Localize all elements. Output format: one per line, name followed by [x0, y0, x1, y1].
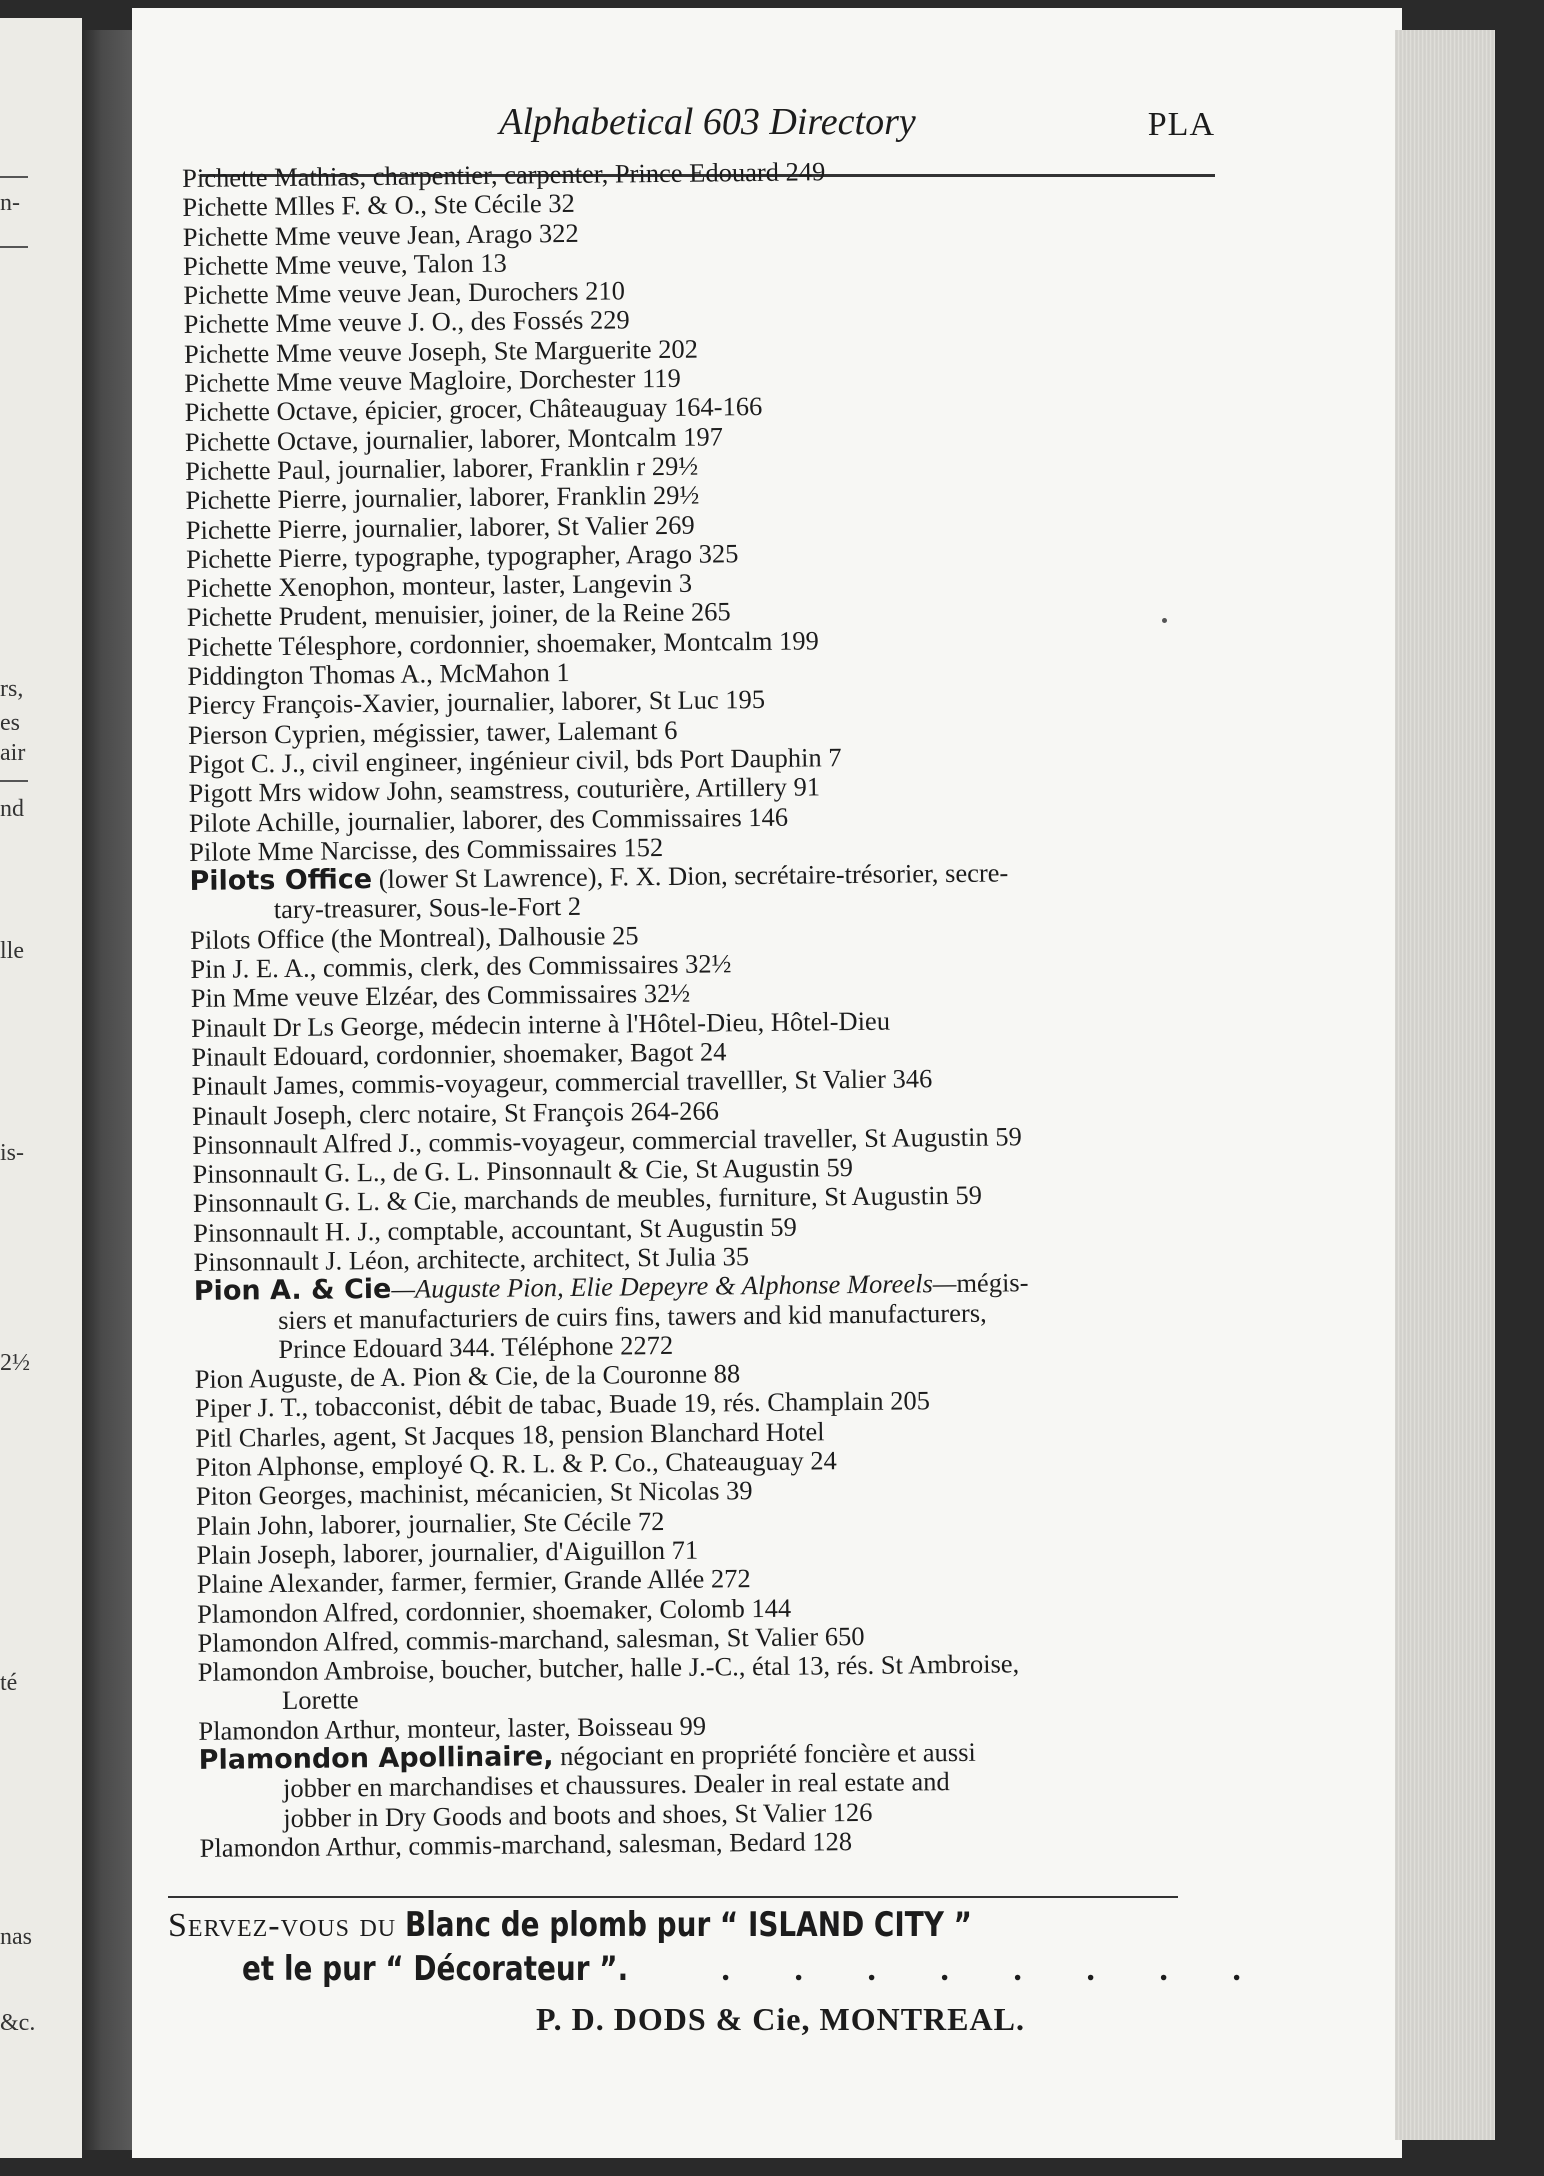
directory-entries: [182, 153, 1240, 1863]
entry-text: Pinsonnault J. Léon, architecte, architect, St Julia 35: [193, 1241, 750, 1277]
entry-text: Piddington Thomas A., McMahon 1: [187, 657, 570, 692]
ad-intro: Servez-vous du: [168, 1907, 397, 1944]
entry-text: Piton Georges, machinist, mécanicien, St Nicolas 39: [195, 1475, 753, 1512]
entry-text: Pichette Pierre, journalier, laborer, St Valier 269: [185, 509, 695, 545]
entry-text: Piton Alphonse, employé Q. R. L. & P. Co., Chateauguay 24: [195, 1445, 837, 1482]
ad-product: Blanc de plomb pur “ ISLAND CITY ”: [404, 1905, 972, 1945]
entry-text: Pichette Mme veuve J. O., des Fossés 229: [183, 304, 630, 340]
ad-line-1: [168, 1905, 1178, 1945]
entry-text: Plamondon Alfred, commis-marchand, salesman, St Valier 650: [197, 1620, 865, 1658]
entry-text: Plain John, laborer, journalier, Ste Cécile 72: [196, 1505, 665, 1541]
margin-fragment: nas: [0, 1924, 32, 1950]
entry-continuation: siers et manufacturiers de cuirs fins, tawers and kid manufacturers,: [277, 1297, 987, 1335]
margin-rule: [0, 176, 28, 178]
margin-fragment: rs,: [0, 676, 24, 702]
entry-text: Pin J. E. A., commis, clerk, des Commissaires 32½: [190, 948, 732, 984]
entry-text: Pilots Office (the Montreal), Dalhousie 25: [189, 919, 639, 955]
left-page-edge: [0, 18, 82, 2158]
margin-fragment: &c.: [0, 2010, 36, 2036]
entry-text: Plamondon Ambroise, boucher, butcher, halle J.-C., étal 13, rés. St Ambroise,: [197, 1648, 1020, 1688]
entry-text: Pichette Paul, journalier, laborer, Franklin r 29½: [185, 450, 699, 486]
ad-line-2: [242, 1949, 1269, 1989]
entry-text: Pichette Octave, journalier, laborer, Montcalm 197: [184, 421, 724, 457]
margin-fragment: is-: [0, 1140, 24, 1166]
entry-text: Piper J. T., tobacconist, débit de tabac, Buade 19, rés. Champlain 205: [194, 1385, 931, 1424]
margin-fragment: n-: [0, 190, 20, 216]
entry-text: négociant en propriété foncière et aussi: [553, 1736, 976, 1772]
entry-text: (lower St Lawrence), F. X. Dion, secrétaire-trésorier, secre-: [371, 857, 1009, 895]
advertisement-rule: [168, 1896, 1178, 1898]
entry-continuation: jobber in Dry Goods and boots and shoes, St Valier 126: [283, 1796, 873, 1833]
entry-text: Plamondon Arthur, monteur, laster, Boisseau 99: [198, 1710, 707, 1746]
entry-text: mégis-: [956, 1267, 1029, 1299]
entry-text: Pin Mme veuve Elzéar, des Commissaires 32½: [190, 978, 691, 1014]
ad-dots: . . . . . . . .: [721, 1951, 1269, 1988]
entry-continuation: Lorette: [281, 1684, 359, 1716]
entry-text: Pichette Mme veuve Jean, Arago 322: [182, 217, 579, 252]
entry-continuation: Prince Edouard 344. Téléphone 2272: [278, 1329, 674, 1364]
page-title: Alphabetical 603 Directory: [499, 101, 916, 143]
margin-rule: [0, 246, 28, 248]
margin-fragment: air: [0, 740, 26, 766]
entry-bold-name: Plamondon Apollinaire,: [198, 1741, 554, 1776]
print-speck: [1162, 618, 1167, 623]
entry-text: Pichette Pierre, typographe, typographer, Arago 325: [185, 538, 739, 574]
entry-text: Piercy François-Xavier, journalier, laborer, St Luc 195: [187, 684, 766, 721]
entry-text: Plamondon Arthur, commis-marchand, salesman, Bedard 128: [199, 1825, 853, 1863]
margin-fragment: es: [0, 710, 20, 736]
section-code: PLA: [1147, 106, 1215, 143]
margin-rule: [0, 780, 28, 782]
entry-text: Plain Joseph, laborer, journalier, d'Aiguillon 71: [196, 1534, 699, 1570]
entry-text: Pichette Mathias, charpentier, carpenter, Prince Edouard 249: [181, 156, 826, 193]
entry-text: Pichette Xenophon, monteur, laster, Langevin 3: [186, 567, 693, 604]
entry-continuation: jobber en marchandises et chaussures. Dealer in real estate and: [282, 1766, 950, 1804]
entry-text: Pilote Achille, journalier, laborer, des Commissaires 146: [188, 801, 789, 838]
entry-text: Pitl Charles, agent, St Jacques 18, pension Blanchard Hotel: [195, 1416, 825, 1453]
page-edges: [1395, 30, 1495, 2140]
entry-text: Pichette Télesphore, cordonnier, shoemaker, Montcalm 199: [186, 625, 819, 662]
advertisement: [168, 1905, 1269, 2038]
ad-product-2: et le pur “ Décorateur ”.: [242, 1949, 629, 1989]
entry-text: Pinault Edouard, cordonnier, shoemaker, Bagot 24: [191, 1036, 727, 1072]
entry-text: Pion Auguste, de A. Pion & Cie, de la Couronne 88: [194, 1358, 741, 1395]
entry-partners: —Auguste Pion, Elie Depeyre & Alphonse Moreels—: [391, 1268, 957, 1305]
margin-fragment: té: [0, 1670, 18, 1696]
entry-text: Plamondon Alfred, cordonnier, shoemaker, Colomb 144: [197, 1592, 792, 1629]
entry-text: Plaine Alexander, farmer, fermier, Grande Allée 272: [196, 1563, 751, 1600]
entry-text: Pichette Prudent, menuisier, joiner, de la Reine 265: [186, 596, 731, 633]
entry-text: Pigott Mrs widow John, seamstress, couturière, Artillery 91: [188, 771, 821, 809]
entry-text: Pinault James, commis-voyageur, commercial travelller, St Valier 346: [191, 1063, 933, 1102]
entry-text: Pichette Mme veuve, Talon 13: [182, 247, 507, 281]
entry-text: Pinsonnault G. L. & Cie, marchands de meubles, furniture, St Augustin 59: [192, 1180, 983, 1219]
entry-text: Pichette Mme veuve Joseph, Ste Marguerite 202: [183, 333, 699, 369]
entry-text: Pinsonnault Alfred J., commis-voyageur, commercial traveller, St Augustin 59: [192, 1121, 1022, 1160]
margin-fragment: 2½: [0, 1350, 30, 1376]
entry-bold-name: Pilots Office: [189, 864, 373, 898]
entry-text: Pichette Octave, épicier, grocer, Châteauguay 164-166: [184, 391, 763, 428]
entry-text: Pichette Mme veuve Magloire, Dorchester 119: [184, 362, 681, 399]
entry-text: Pinault Dr Ls George, médecin interne à l'Hôtel-Dieu, Hôtel-Dieu: [190, 1005, 891, 1043]
book-spine: [82, 30, 132, 2150]
entry-continuation: tary-treasurer, Sous-le-Fort 2: [273, 891, 582, 925]
entry-bold-name: Pion A. & Cie: [193, 1274, 392, 1308]
ad-advertiser: P. D. DODS & Cie, MONTREAL.: [536, 2001, 1025, 2037]
entry-text: Pilote Mme Narcisse, des Commissaires 152: [189, 831, 664, 867]
margin-fragment: lle: [0, 938, 24, 964]
entry-text: Pichette Mme veuve Jean, Durochers 210: [183, 275, 626, 311]
entry-text: Pierson Cyprien, mégissier, tawer, Lalemant 6: [187, 714, 678, 750]
margin-fragment: nd: [0, 796, 24, 822]
entry-text: Pinsonnault G. L., de G. L. Pinsonnault & Cie, St Augustin 59: [192, 1152, 854, 1190]
entry-text: Pigot C. J., civil engineer, ingénieur civil, bds Port Dauphin 7: [188, 742, 842, 779]
entry-text: Pichette Pierre, journalier, laborer, Franklin 29½: [185, 479, 700, 516]
entry-text: Pinsonnault H. J., comptable, accountant, St Augustin 59: [193, 1211, 797, 1248]
entry-text: Pinault Joseph, clerc notaire, St François 264-266: [191, 1094, 720, 1131]
entry-text: Pichette Mlles F. & O., Ste Cécile 32: [182, 188, 575, 223]
